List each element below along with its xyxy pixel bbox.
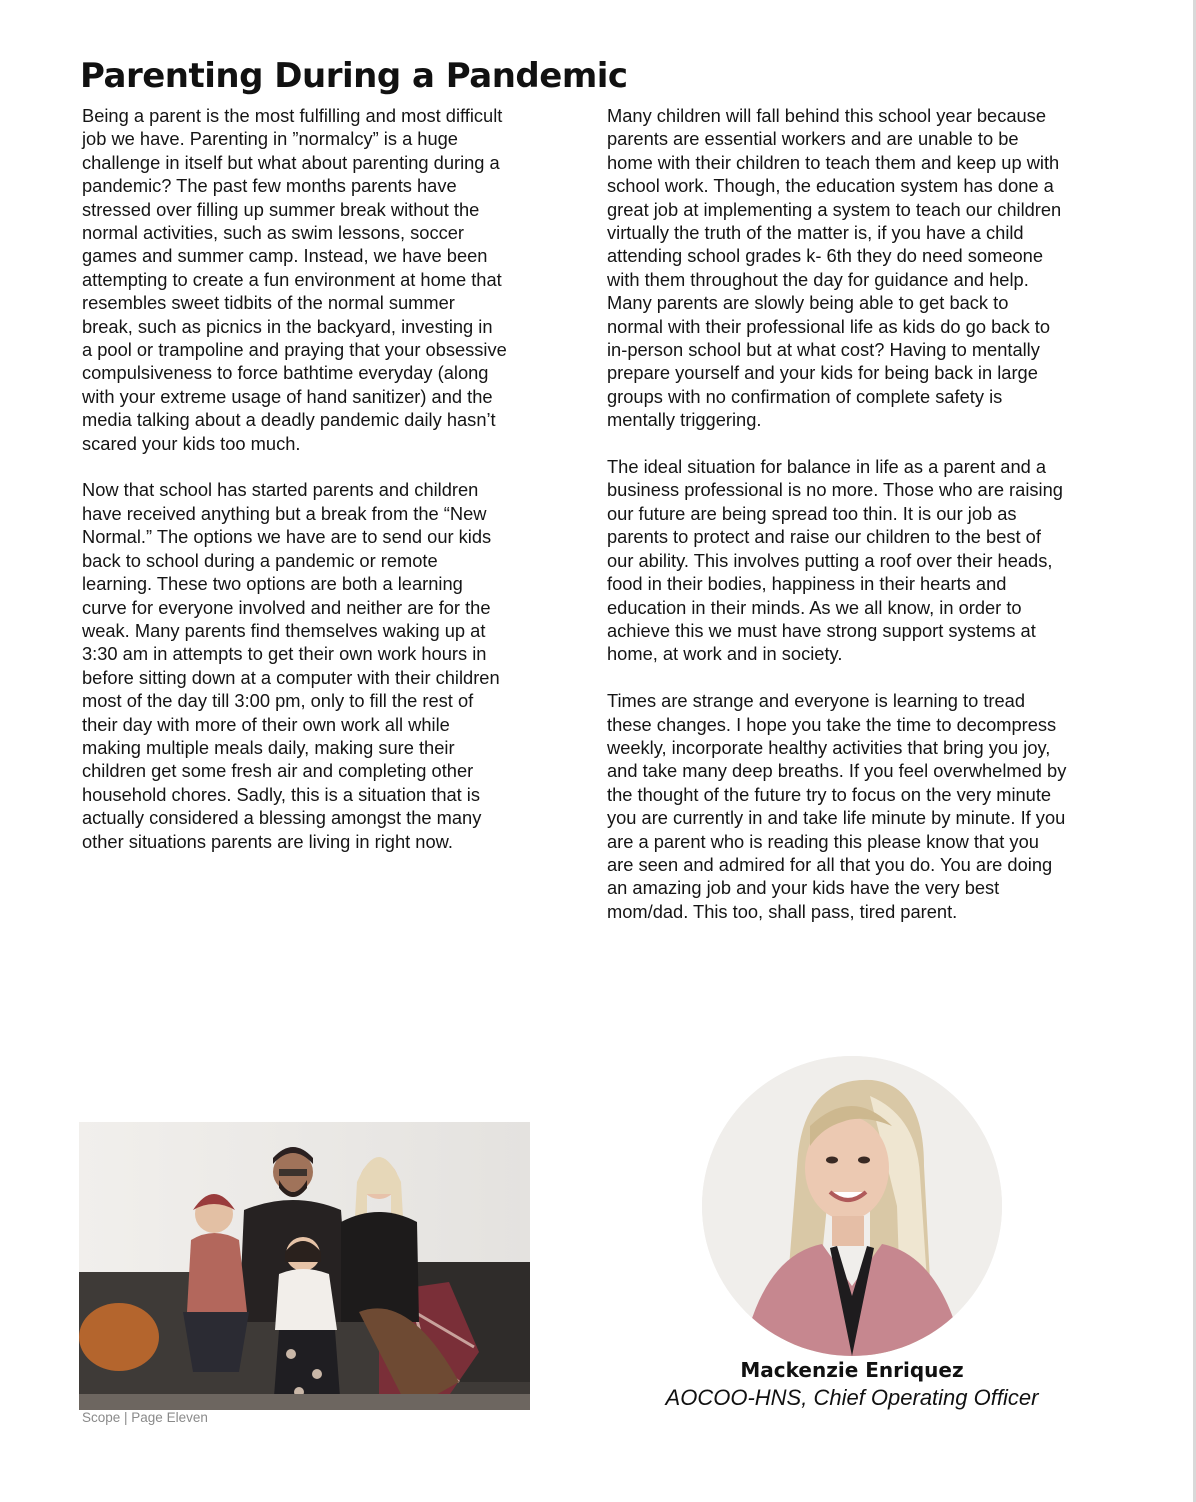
left-column (82, 104, 507, 876)
paragraph: The ideal situation for balance in life as a parent and a business professional is no more. Those who are raising our future are being spread too thin. It is our job as parents to protect and raise our children to the best of our ability. This involves putting a roof over their heads, food in their bodies, happiness in their hearts and education in their minds. As we all know, in order to achieve this we must have strong support systems at home, at work and in society. (607, 456, 1063, 665)
paragraph: Many children will fall behind this school year because parents are essential workers and are unable to be home with their children to teach them and keep up with school work. Though, the education system has done a great job at implementing a system to teach our children virtually the truth of the matter is, if you have a child attending school grades k- 6th they do need someone with them throughout the day for guidance and help. Many parents are slowly being able to get back to normal with their professional life as kids do go back to in-person school but at what cost? Having to mentally prepare yourself and your kids for being back in large groups with no confirmation of complete safety is mentally triggering. (607, 105, 1062, 431)
paragraph: Times are strange and everyone is learning to tread these changes. I hope you take the time to decompress weekly, incorporate healthy activities that bring you joy, and take many deep breaths. If you feel overwhelmed by the thought of the future try to focus on the very minute you are currently in and take life minute by minute. If you are a parent who is reading this please know that you are seen and admired for all that you do. You are doing an amazing job and your kids have the very best mom/dad. This too, shall pass, tired parent. (607, 690, 1067, 922)
author-role: AOCOO-HNS, Chief Operating Officer (665, 1385, 1039, 1410)
family-photo-illustration (79, 1122, 530, 1410)
author-portrait-illustration (702, 1056, 1002, 1356)
page-caption: Scope | Page Eleven (82, 1410, 208, 1425)
author-name: Mackenzie Enriquez (740, 1358, 964, 1382)
family-photo (79, 1122, 530, 1410)
author-portrait (702, 1056, 1002, 1356)
paragraph: Now that school has started parents and children have received anything but a break from the “New Normal.” The options we have are to send our kids back to school during a pandemic or remote learning. These two options are both a learning curve for everyone involved and neither are for the weak. Many parents find themselves waking up at 3:30 am in attempts to get their own work hours in before sitting down at a computer with their children most of the day till 3:00 pm, only to fill the rest of their day with more of their own work all while making multiple meals daily, making sure their children get some fresh air and completing other household chores. Sadly, this is a situation that is actually considered a blessing amongst the many other situations parents are living in right now. (82, 479, 500, 852)
paragraph: Being a parent is the most fulfilling and most difficult job we have. Parenting in ”normalcy” is a huge challenge in itself but what about parenting during a pandemic? The past few months parents have stressed over filling up summer break without the normal activities, such as swim lessons, soccer games and summer camp. Instead, we have been attempting to create a fun environment at home that resembles sweet tidbits of the normal summer break, such as picnics in the backyard, investing in a pool or trampoline and praying that your obsessive compulsiveness to force bathtime everyday (along with your extreme usage of hand sanitizer) and the media talking about a deadly pandemic daily hasn’t scared your kids too much. (82, 105, 507, 454)
right-column (607, 104, 1069, 947)
article-title: Parenting During a Pandemic (80, 56, 628, 96)
